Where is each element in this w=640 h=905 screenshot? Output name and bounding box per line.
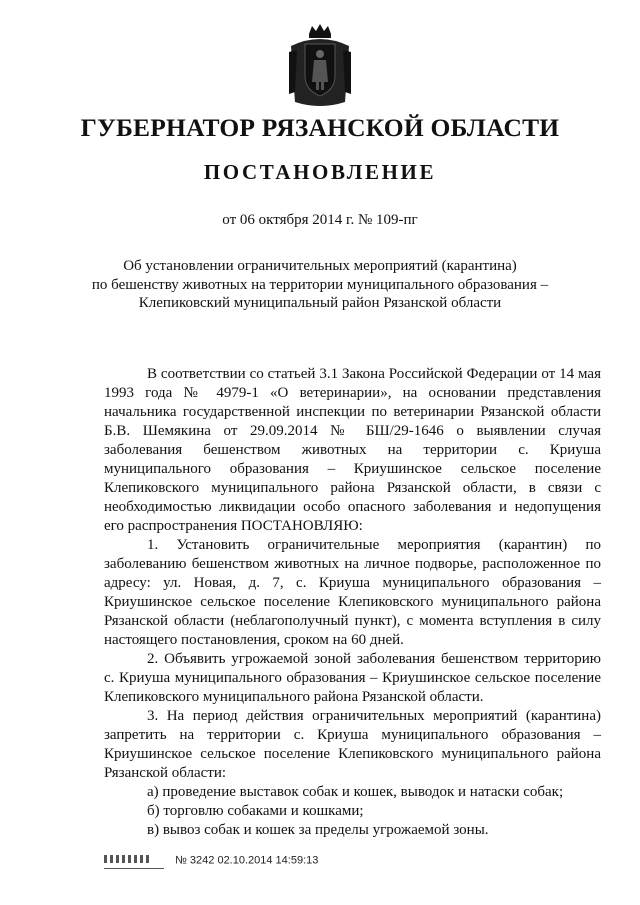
item-1-paragraph: 1. Установить ограничительные мероприятия (карантин) по заболеванию бешенством животных на личное подворье, расположенное по адресу: ул. Новая, д. 7, с. Криуша муниципального образования – Криушинское сельское поселение Клепиковского муниципального района Рязанской области (неблагополучный пункт), с момента вступления в силу настоящего постановления, сроком на 60 дней. <box>104 537 601 648</box>
issuing-authority: ГУБЕРНАТОР РЯЗАНСКОЙ ОБЛАСТИ <box>80 113 560 142</box>
item-2-paragraph: 2. Объявить угрожаемой зоной заболевания бешенством территорию с. Криуша муниципального образования – Криушинское сельское поселение Клепиковского муниципального района Рязанской области. <box>104 651 601 705</box>
subitem-c: в) вывоз собак и кошек за пределы угрожаемой зоны. <box>147 822 489 838</box>
document-subject <box>90 257 550 313</box>
subject-line: Клепиковский муниципальный район Рязанской области <box>138 295 502 311</box>
subitem-a: а) проведение выставок собак и кошек, выводок и натаски собак; <box>147 784 564 800</box>
preamble-paragraph: В соответствии со статьей 3.1 Закона Российской Федерации от 14 мая 1993 года № 4979-1 «О ветеринарии», на основании представления начальника государственной инспекции по ветеринарии Рязанской области Б.В. Шемякина от 29.09.2014 № БШ/29-1646 о выявлении случая заболевания бешенством животных на территории с. Криуша муниципального образования – Криушинское сельское поселение Клепиковского муниципального района Рязанской области, в связи с необходимостью ликвидации особо опасного заболевания и недопущения его распространения ПОСТАНОВЛЯЮ: <box>104 366 601 534</box>
registration-number: № 3242 02.10.2014 14:59:13 <box>175 854 319 867</box>
registration-footer <box>104 852 318 869</box>
subject-line: по бешенству животных на территории муниципального образования – <box>91 276 549 293</box>
barcode-stamp-icon <box>104 852 164 869</box>
document-body <box>104 365 601 840</box>
document-date-number: от 06 октября 2014 г. № 109-пг <box>222 212 418 228</box>
item-3-paragraph: 3. На период действия ограничительных мероприятий (карантина) запретить на территории с. Криуша муниципального образования – Криушинское сельское поселение Клепиковского муниципального района Рязанской области: <box>104 708 601 781</box>
subitem-b: б) торговлю собаками и кошками; <box>147 803 364 819</box>
document-type: ПОСТАНОВЛЕНИЕ <box>203 160 437 184</box>
coat-of-arms-icon <box>285 22 355 108</box>
subject-line: Об установлении ограничительных мероприятий (карантина) <box>123 258 517 274</box>
